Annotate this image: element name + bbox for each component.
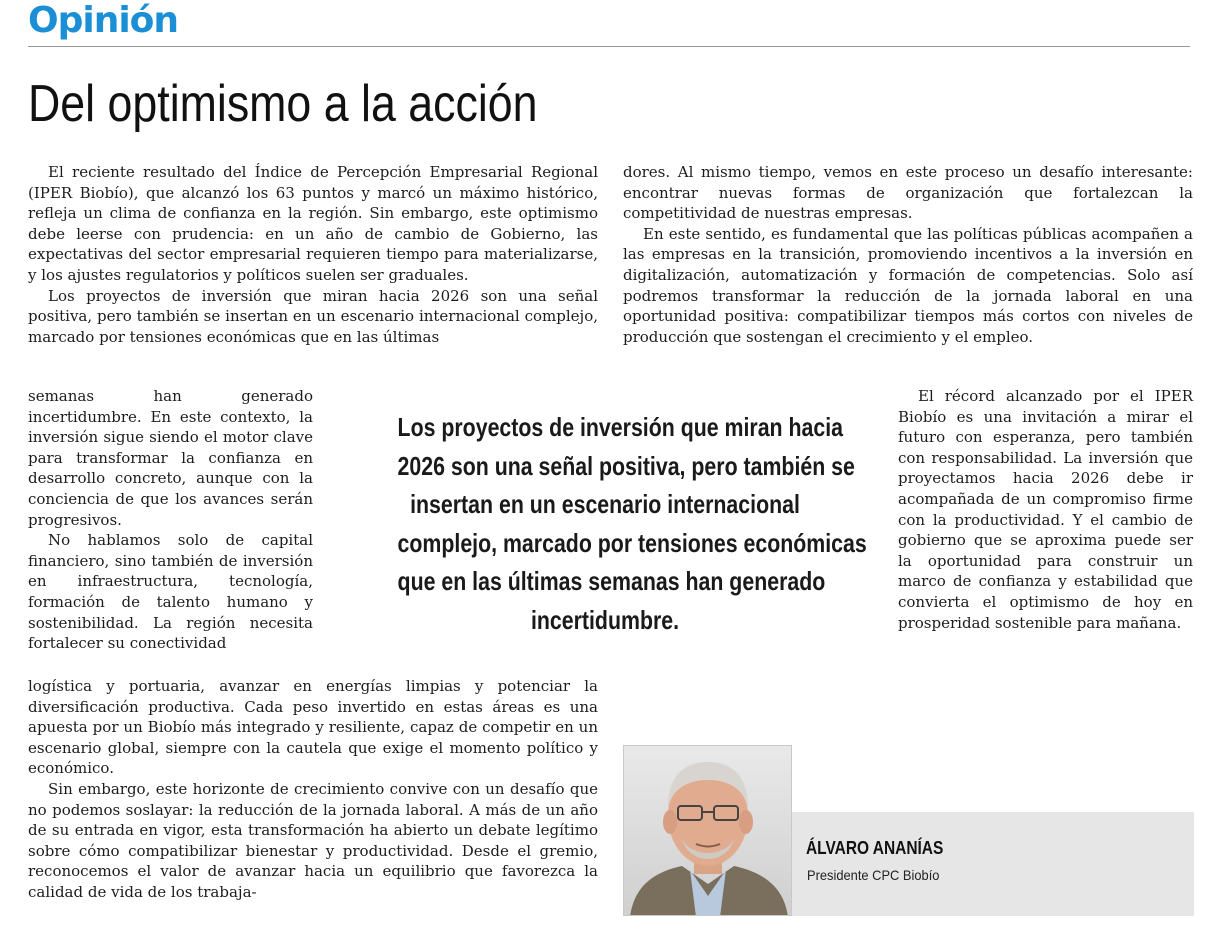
author-name: ÁLVARO ANANÍAS	[806, 838, 944, 858]
author-photo	[623, 745, 792, 916]
pull-quote	[352, 408, 867, 640]
paragraph: En este sentido, es fundamental que las políticas públicas acompañen a las empresas en la transición, promoviendo incentivos a la inversión en digitalización, automatización y formación de competencias. Solo así podremos transformar la reducción de la jornada laboral en una oportunidad positiva: compatibilizar tiempos más cortos con niveles de producción que sostengan el crecimiento y el empleo.	[623, 224, 1193, 346]
pull-quote-line: incertidumbre.	[530, 604, 680, 635]
author-role: Presidente CPC Biobío	[807, 867, 940, 883]
pull-quote-line: insertan en un escenario internacional	[410, 489, 800, 520]
body-column-right-narrow	[898, 386, 1193, 633]
paragraph: dores. Al mismo tiempo, vemos en este proceso un desafío interesante: encontrar nuevas formas de organización que fortalezcan la competitividad de nuestras empresas.	[623, 163, 1193, 223]
body-column-right-top	[623, 162, 1193, 347]
body-column-left-narrow	[28, 386, 313, 654]
body-column-left-bottom	[28, 676, 598, 903]
paragraph: El récord alcanzado por el IPER Biobío es una invitación a mirar el futuro con esperanza, pero también con responsabilidad. La inversión que proyectamos hacia 2026 debe ir acompañada de un compromiso firme con la productividad. Y el cambio de gobierno que se aproxima puede ser la oportunidad para construir un marco de confianza y estabilidad que convierta el optimismo de hoy en prosperidad sostenible para mañana.	[898, 387, 1193, 632]
section-divider	[28, 46, 1190, 47]
pull-quote-line: 2026 son una señal positiva, pero también se	[397, 450, 855, 481]
pull-quote-line: complejo, marcado por tensiones económicas	[397, 527, 867, 558]
body-column-left-top	[28, 162, 598, 347]
author-band	[792, 812, 1194, 916]
paragraph: El reciente resultado del Índice de Percepción Empresarial Regional (IPER Biobío), que alcanzó los 63 puntos y marcó un máximo histórico, refleja un clima de confianza en la región. Sin embargo, este optimismo debe leerse con prudencia: en un año de cambio de Gobierno, las expectativas del sector empresarial requieren tiempo para materializarse, y los ajustes regulatorios y políticos suelen ser graduales.	[28, 163, 598, 284]
paragraph: logística y portuaria, avanzar en energías limpias y potenciar la diversificación productiva. Cada peso invertido en estas áreas es una apuesta por un Biobío más integrado y resiliente, capaz de competir en un escenario global, siempre con la cautela que exige el momento político y económico.	[28, 677, 598, 778]
paragraph: Sin embargo, este horizonte de crecimiento convive con un desafío que no podemos soslayar: la reducción de la jornada laboral. A más de un año de su entrada en vigor, esta transformación ha abierto un debate legítimo sobre cómo compatibilizar bienestar y productividad. Desde el gremio, reconocemos el valor de avanzar hacia un equilibrio que favorezca la calidad de vida de los trabaja-	[28, 779, 598, 901]
article-headline: Del optimismo a la acción	[28, 75, 538, 133]
paragraph: semanas han generado incertidumbre. En este contexto, la inversión sigue siendo el motor clave para transformar la confianza en desarrollo concreto, aunque con la conciencia de que los avances serán progresivos.	[28, 387, 313, 529]
paragraph: Los proyectos de inversión que miran hacia 2026 son una señal positiva, pero también se insertan en un escenario internacional complejo, marcado por tensiones económicas que en las últimas	[28, 286, 598, 346]
section-title: Opinión	[28, 0, 179, 41]
portrait-image	[624, 746, 792, 916]
pull-quote-line: Los proyectos de inversión que miran hacia	[397, 412, 844, 442]
pull-quote-line: que en las últimas semanas han generado	[397, 566, 826, 597]
paragraph: No hablamos solo de capital financiero, sino también de inversión en infraestructura, tecnología, formación de talento humano y sostenibilidad. La región necesita fortalecer su conectividad	[28, 531, 313, 653]
